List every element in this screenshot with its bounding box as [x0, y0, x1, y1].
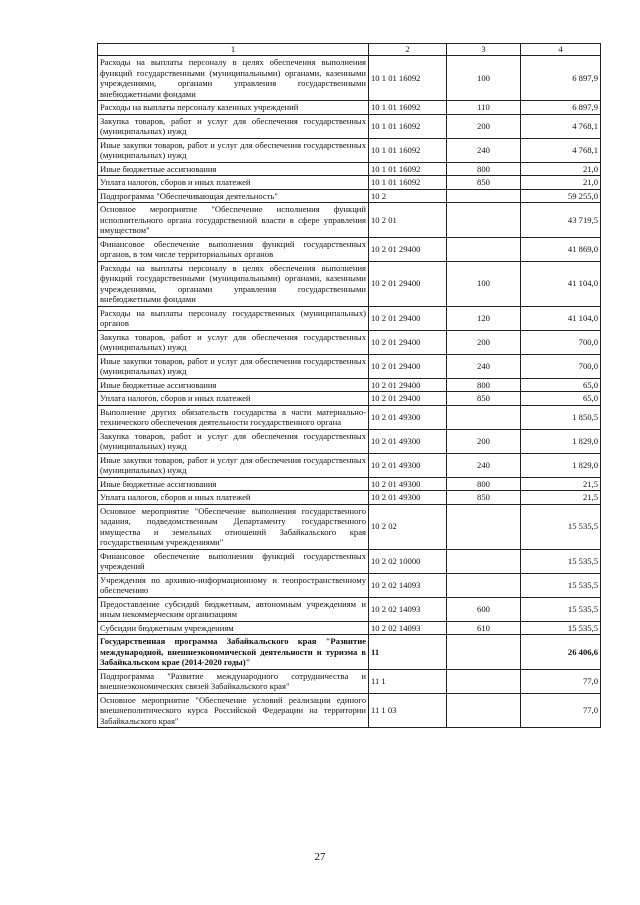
row-type-cell: [447, 237, 521, 261]
row-type-cell: 200: [447, 330, 521, 354]
row-code-cell: 11 1 03: [369, 693, 447, 728]
header-col-2: 2: [369, 44, 447, 56]
row-amount-cell: 21,0: [521, 162, 601, 176]
row-code-cell: 10 2 01 29400: [369, 261, 447, 306]
row-amount-cell: 1 829,0: [521, 429, 601, 453]
row-code-cell: 10 2 01 49300: [369, 491, 447, 505]
row-code-cell: 11: [369, 635, 447, 670]
table-row: [98, 573, 601, 597]
row-type-cell: [447, 549, 521, 573]
row-type-cell: 610: [447, 621, 521, 635]
row-type-cell: 240: [447, 138, 521, 162]
row-code-cell: 10 2 02 14093: [369, 573, 447, 597]
row-amount-cell: 41 869,0: [521, 237, 601, 261]
table-row: [98, 162, 601, 176]
row-name-cell: Расходы на выплаты персоналу в целях обеспечения выполнения функций государственными (муниципальными) органами, казенными учреждениями, органами управления государственными внебюджетными фондами: [98, 56, 369, 101]
row-amount-cell: 15 535,5: [521, 549, 601, 573]
row-code-cell: 10 1 01 16092: [369, 162, 447, 176]
row-amount-cell: 4 768,1: [521, 114, 601, 138]
row-code-cell: 10 2 01 49300: [369, 453, 447, 477]
row-amount-cell: 700,0: [521, 330, 601, 354]
row-code-cell: 10 1 01 16092: [369, 101, 447, 115]
row-type-cell: [447, 405, 521, 429]
table-row: [98, 261, 601, 306]
row-name-cell: Подпрограмма "Развитие международного сотрудничества и внешнеэкономических связей Забайкальского края": [98, 669, 369, 693]
table-row: [98, 491, 601, 505]
row-amount-cell: 15 535,5: [521, 597, 601, 621]
header-col-3: 3: [447, 44, 521, 56]
row-amount-cell: 6 897,9: [521, 101, 601, 115]
row-amount-cell: 77,0: [521, 693, 601, 728]
row-code-cell: 10 2 01 49300: [369, 405, 447, 429]
row-type-cell: 200: [447, 429, 521, 453]
row-type-cell: 850: [447, 491, 521, 505]
row-code-cell: 10 2 01 29400: [369, 330, 447, 354]
header-col-1: 1: [98, 44, 369, 56]
row-amount-cell: 4 768,1: [521, 138, 601, 162]
row-name-cell: Финансовое обеспечение выполнения функций государственных учреждений: [98, 549, 369, 573]
table-header-row: [98, 44, 601, 56]
row-name-cell: Иные бюджетные ассигнования: [98, 378, 369, 392]
table-row: [98, 56, 601, 101]
row-type-cell: [447, 203, 521, 238]
row-name-cell: Основное мероприятие "Обеспечение исполнения функций исполнительного органа государственной власти в сфере управления имуществом": [98, 203, 369, 238]
table-row: [98, 405, 601, 429]
row-type-cell: 800: [447, 162, 521, 176]
row-code-cell: 10 2 01 29400: [369, 306, 447, 330]
table-body: [98, 56, 601, 728]
table-row: [98, 621, 601, 635]
row-code-cell: 10 1 01 16092: [369, 176, 447, 190]
table-row: [98, 176, 601, 190]
row-amount-cell: 6 897,9: [521, 56, 601, 101]
row-code-cell: 10 1 01 16092: [369, 114, 447, 138]
row-code-cell: 10 2 01: [369, 203, 447, 238]
budget-table: [97, 43, 601, 728]
row-amount-cell: 26 406,6: [521, 635, 601, 670]
row-code-cell: 10 2 01 29400: [369, 237, 447, 261]
row-name-cell: Основное мероприятие "Обеспечение выполнения государственного задания, подведомственным Департаменту государственного имущества и земельных отношений Забайкальского края государственным учреждениями": [98, 504, 369, 549]
row-name-cell: Иные закупки товаров, работ и услуг для обеспечения государственных (муниципальных) нужд: [98, 453, 369, 477]
row-amount-cell: 65,0: [521, 378, 601, 392]
row-code-cell: 10 2 02 10000: [369, 549, 447, 573]
row-type-cell: 110: [447, 101, 521, 115]
table-row: [98, 392, 601, 406]
table-row: [98, 306, 601, 330]
table-row: [98, 453, 601, 477]
row-type-cell: 120: [447, 306, 521, 330]
row-amount-cell: 65,0: [521, 392, 601, 406]
row-name-cell: Иные закупки товаров, работ и услуг для обеспечения государственных (муниципальных) нужд: [98, 138, 369, 162]
row-type-cell: 850: [447, 392, 521, 406]
row-code-cell: 10 2 01 29400: [369, 378, 447, 392]
row-code-cell: 11 1: [369, 669, 447, 693]
row-code-cell: 10 2 01 49300: [369, 477, 447, 491]
row-type-cell: [447, 635, 521, 670]
row-amount-cell: 77,0: [521, 669, 601, 693]
row-amount-cell: 21,5: [521, 491, 601, 505]
table-row: [98, 669, 601, 693]
row-name-cell: Государственная программа Забайкальского края "Развитие международной, внешнеэкономической деятельности и туризма в Забайкальском крае (2014-2020 годы)": [98, 635, 369, 670]
row-amount-cell: 15 535,5: [521, 573, 601, 597]
row-code-cell: 10 2 01 29400: [369, 354, 447, 378]
row-code-cell: 10 2 02 14093: [369, 597, 447, 621]
row-code-cell: 10 2 02: [369, 504, 447, 549]
row-amount-cell: 15 535,5: [521, 621, 601, 635]
row-type-cell: 800: [447, 477, 521, 491]
row-code-cell: 10 2 02 14093: [369, 621, 447, 635]
table-row: [98, 549, 601, 573]
row-amount-cell: 21,0: [521, 176, 601, 190]
row-type-cell: 240: [447, 453, 521, 477]
row-type-cell: 100: [447, 56, 521, 101]
row-amount-cell: 1 850,5: [521, 405, 601, 429]
row-type-cell: 600: [447, 597, 521, 621]
row-name-cell: Уплата налогов, сборов и иных платежей: [98, 491, 369, 505]
row-code-cell: 10 2: [369, 189, 447, 203]
row-amount-cell: 41 104,0: [521, 261, 601, 306]
row-name-cell: Предоставление субсидий бюджетным, автономным учреждениям и иным некоммерческим организациям: [98, 597, 369, 621]
table-row: [98, 237, 601, 261]
row-code-cell: 10 2 01 49300: [369, 429, 447, 453]
table-row: [98, 189, 601, 203]
row-name-cell: Расходы на выплаты персоналу государственных (муниципальных) органов: [98, 306, 369, 330]
row-amount-cell: 21,5: [521, 477, 601, 491]
row-name-cell: Расходы на выплаты персоналу казенных учреждений: [98, 101, 369, 115]
header-col-4: 4: [521, 44, 601, 56]
row-code-cell: 10 1 01 16092: [369, 56, 447, 101]
table-row: [98, 114, 601, 138]
row-code-cell: 10 1 01 16092: [369, 138, 447, 162]
table-row: [98, 138, 601, 162]
row-type-cell: [447, 504, 521, 549]
row-name-cell: Субсидии бюджетным учреждениям: [98, 621, 369, 635]
row-type-cell: [447, 693, 521, 728]
table-row: [98, 203, 601, 238]
row-type-cell: 850: [447, 176, 521, 190]
row-name-cell: Выполнение других обязательств государства в части материально-технического обеспечения деятельности государственного органа: [98, 405, 369, 429]
row-type-cell: [447, 573, 521, 597]
row-amount-cell: 1 829,0: [521, 453, 601, 477]
table-row: [98, 693, 601, 728]
table-row: [98, 477, 601, 491]
row-type-cell: 200: [447, 114, 521, 138]
row-type-cell: [447, 669, 521, 693]
row-type-cell: [447, 189, 521, 203]
row-type-cell: 240: [447, 354, 521, 378]
row-code-cell: 10 2 01 29400: [369, 392, 447, 406]
row-amount-cell: 59 255,0: [521, 189, 601, 203]
page-number: 27: [314, 851, 326, 863]
table-row: [98, 504, 601, 549]
row-name-cell: Закупка товаров, работ и услуг для обеспечения государственных (муниципальных) нужд: [98, 114, 369, 138]
row-name-cell: Расходы на выплаты персоналу в целях обеспечения выполнения функций государственными (муниципальными) органами, казенными учреждениями, органами управления государственными внебюджетными фондами: [98, 261, 369, 306]
table-row: [98, 635, 601, 670]
row-name-cell: Уплата налогов, сборов и иных платежей: [98, 392, 369, 406]
row-name-cell: Закупка товаров, работ и услуг для обеспечения государственных (муниципальных) нужд: [98, 429, 369, 453]
row-type-cell: 100: [447, 261, 521, 306]
row-name-cell: Финансовое обеспечение выполнения функций государственных органов, в том числе территориальных органов: [98, 237, 369, 261]
row-amount-cell: 15 535,5: [521, 504, 601, 549]
row-amount-cell: 43 719,5: [521, 203, 601, 238]
table-row: [98, 101, 601, 115]
row-name-cell: Учреждения по архивно-информационному и геопространственному обеспечению: [98, 573, 369, 597]
row-name-cell: Основное мероприятие "Обеспечение условий реализации единого внешнеполитического курса Российской Федерации на территории Забайкальского края": [98, 693, 369, 728]
table-row: [98, 429, 601, 453]
row-amount-cell: 700,0: [521, 354, 601, 378]
row-name-cell: Закупка товаров, работ и услуг для обеспечения государственных (муниципальных) нужд: [98, 330, 369, 354]
row-name-cell: Иные бюджетные ассигнования: [98, 162, 369, 176]
table-row: [98, 597, 601, 621]
table-row: [98, 330, 601, 354]
row-name-cell: Уплата налогов, сборов и иных платежей: [98, 176, 369, 190]
row-name-cell: Подпрограмма "Обеспечивающая деятельность": [98, 189, 369, 203]
table-row: [98, 354, 601, 378]
row-type-cell: 800: [447, 378, 521, 392]
row-amount-cell: 41 104,0: [521, 306, 601, 330]
table-row: [98, 378, 601, 392]
row-name-cell: Иные закупки товаров, работ и услуг для обеспечения государственных (муниципальных) нужд: [98, 354, 369, 378]
row-name-cell: Иные бюджетные ассигнования: [98, 477, 369, 491]
